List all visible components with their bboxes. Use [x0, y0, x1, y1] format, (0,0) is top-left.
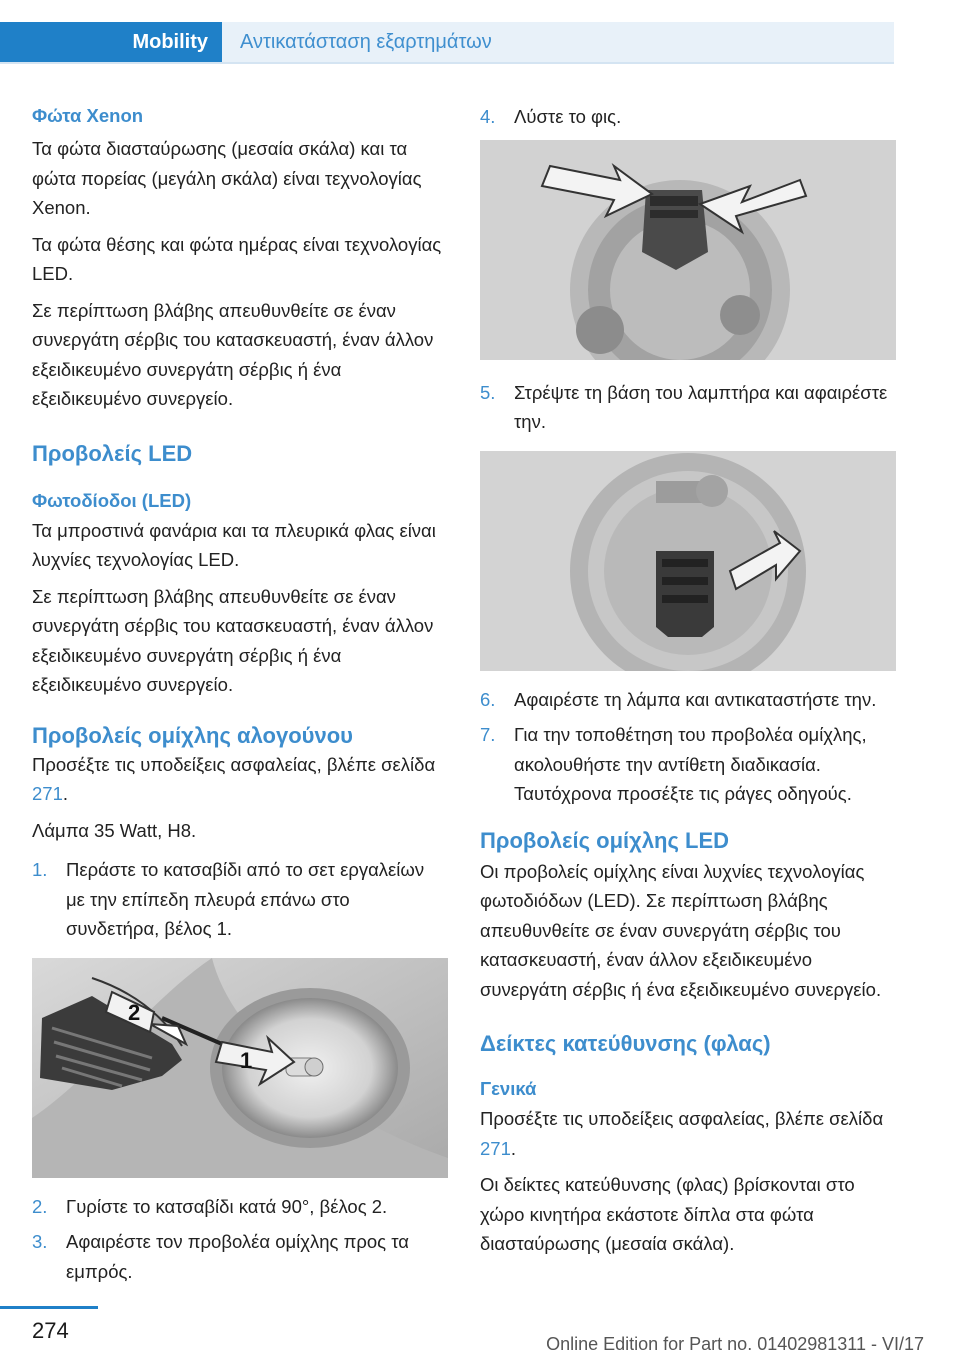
step-text: Αφαιρέστε τη λάμπα και αντικαταστήστε την.	[514, 688, 877, 710]
led-headlights-heading: Προβολείς LED	[32, 440, 193, 466]
steps-list-3	[480, 102, 896, 132]
step-item	[32, 1192, 448, 1222]
step-item	[32, 1227, 448, 1286]
left-column	[32, 98, 448, 1292]
step-text: Περάστε το κατσαβίδι από το σετ εργαλείων με την επίπεδη πλευρά επάνω στο συνδετήρα, βέλος 1.	[66, 859, 425, 939]
screwdriver-illustration	[32, 958, 448, 1178]
arrow-label-1: 1	[240, 1047, 253, 1073]
step-number: 4.	[480, 106, 496, 127]
edition-info: Online Edition for Part no. 01402981311 - VI/17	[546, 1334, 924, 1354]
indicators-safety-paragraph	[480, 1104, 896, 1163]
indicators-location-paragraph: Οι δείκτες κατεύθυνσης (φλας) βρίσκονται στο χώρο κινητήρα εκάστοτε δίπλα στα φώτα διασταύρωσης (μεσαία σκάλα).	[480, 1174, 855, 1254]
led-paragraph-1: Τα μπροστινά φανάρια και τα πλευρικά φλας είναι λυχνίες τεχνολογίας LED.	[32, 519, 436, 570]
figure-bulb-holder	[480, 451, 896, 671]
step-number: 3.	[32, 1231, 48, 1252]
tab-parts-replacement[interactable]: Αντικατάσταση εξαρτημάτων	[222, 22, 894, 62]
step-number: 6.	[480, 688, 496, 710]
fog-safety-paragraph	[32, 750, 448, 809]
fog-halogen-heading: Προβολείς ομίχλης αλογούνου	[32, 722, 353, 748]
step-text: Γυρίστε το κατσαβίδι κατά 90°, βέλος 2.	[66, 1195, 388, 1217]
xenon-heading: Φώτα Xenon	[32, 105, 144, 126]
page-link-271[interactable]: 271	[32, 783, 63, 804]
led-subheading: Φωτοδίοδοι (LED)	[32, 489, 192, 511]
step-item	[480, 378, 896, 437]
fog-led-paragraph: Οι προβολείς ομίχλης είναι λυχνίες τεχνολογίας φωτοδιόδων (LED). Σε περίπτωση βλάβης απευθυνθείτε σε έναν συνεργάτη σέρβις του κατασκευαστή, έναν άλλον εξειδικευμένο συνεργάτη σέρβις ή ένα εξειδικευμένο συνεργείο.	[480, 860, 882, 1000]
step-number: 7.	[480, 724, 496, 745]
steps-list-2	[32, 1192, 448, 1287]
steps-list-4	[480, 378, 896, 437]
step-text: Στρέψτε τη βάση του λαμπτήρα και αφαιρέστε την.	[514, 381, 888, 432]
step-number: 2.	[32, 1195, 48, 1217]
bulb-holder-illustration	[480, 451, 896, 671]
page-number: 274	[32, 1318, 69, 1343]
step-item	[480, 102, 896, 132]
page-link-271[interactable]: 271	[480, 1137, 511, 1159]
step-number: 5.	[480, 381, 496, 403]
indicators-heading: Δείκτες κατεύθυνσης (φλας)	[480, 1031, 771, 1056]
led-paragraph-2: Σε περίπτωση βλάβης απευθυνθείτε σε έναν συνεργάτη σέρβις του κατασκευαστή, έναν άλλον εξειδικευμένο συνεργάτη σέρβις ή ένα εξειδικευμένο συνεργείο.	[32, 585, 434, 695]
step-item	[32, 855, 448, 944]
fog-led-heading: Προβολείς ομίχλης LED	[480, 827, 730, 853]
xenon-paragraph-1: Τα φώτα διασταύρωσης (μεσαία σκάλα) και τα φώτα πορείας (μεγάλη σκάλα) είναι τεχνολογίας Xenon.	[32, 138, 422, 218]
step-text: Λύστε το φις.	[514, 106, 622, 127]
xenon-paragraph-3: Σε περίπτωση βλάβης απευθυνθείτε σε έναν συνεργάτη σέρβις του κατασκευαστή, έναν άλλον εξειδικευμένο συνεργάτη σέρβις ή ένα εξειδικευμένο συνεργείο.	[32, 299, 434, 409]
step-item	[480, 720, 896, 809]
xenon-paragraph-2: Τα φώτα θέσης και φώτα ημέρας είναι τεχνολογίας LED.	[32, 233, 442, 284]
page-header	[0, 0, 960, 66]
indicators-safety-end: .	[510, 1137, 517, 1159]
step-item	[480, 685, 896, 715]
fog-safety-end: .	[62, 783, 69, 804]
fog-bulb-spec: Λάμπα 35 Watt, H8.	[32, 819, 197, 841]
step-text: Για την τοποθέτηση του προβολέα ομίχλης, ακολουθήστε την αντίθετη διαδικασία. Ταυτόχρονα προσέξτε τις ράγες οδηγούς.	[514, 724, 867, 804]
step-text: Αφαιρέστε τον προβολέα ομίχλης προς τα εμπρός.	[66, 1231, 409, 1282]
tab-mobility[interactable]: Mobility	[0, 22, 222, 62]
figure-screwdriver	[32, 958, 448, 1178]
footer-accent-bar	[0, 1306, 98, 1309]
header-divider	[0, 62, 894, 64]
arrow-label-2: 2	[128, 999, 141, 1025]
connector-illustration	[480, 140, 896, 360]
indicators-subheading: Γενικά	[480, 1078, 537, 1099]
fog-safety-text: Προσέξτε τις υποδείξεις ασφαλείας, βλέπε σελίδα	[32, 753, 436, 775]
steps-list-5	[480, 685, 896, 809]
right-column	[480, 98, 896, 1259]
figure-unplug-connector	[480, 140, 896, 360]
steps-list-1	[32, 855, 448, 944]
step-number: 1.	[32, 859, 48, 880]
indicators-safety-text: Προσέξτε τις υποδείξεις ασφαλείας, βλέπε σελίδα	[480, 1108, 884, 1129]
